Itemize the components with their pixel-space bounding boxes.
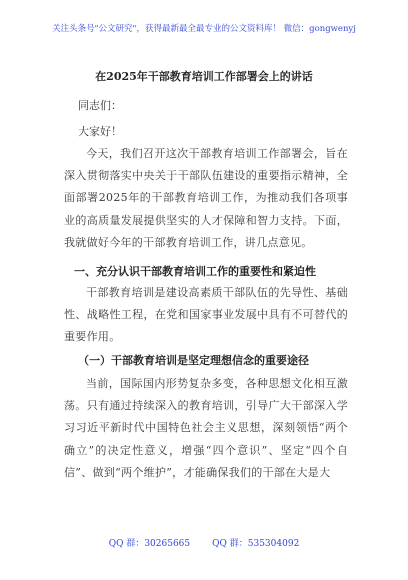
- footer-qq-group-2: QQ 群：535304092: [212, 539, 300, 549]
- footer-qq-group-1: QQ 群：30265665: [108, 539, 191, 549]
- subsection-1-heading: （一）干部教育培训是坚定理想信念的重要途径: [78, 354, 309, 367]
- section-1-heading: 一、充分认识干部教育培训工作的重要性和紧迫性: [74, 265, 316, 278]
- intro-paragraph: 今天，我们召开这次干部教育培训工作部署会，旨在深入贯彻落实中央关于干部队伍建设的重要指示精神，全面部署2025年的干部教育培训工作，为推动我们各项事业的高质量发展提供坚实的人才保障和智力支持。下面，我就做好今年的干部教育培训工作，讲几点意见。: [64, 147, 348, 249]
- top-banner: 关注头条号"公文研究"，获得最新最全最专业的公文资料库！ 微信：gongwenyj: [52, 24, 356, 34]
- footer-contact: [0, 536, 408, 549]
- section-1-paragraph: 干部教育培训是建设高素质干部队伍的先导性、基础性、战略性工程，在党和国家事业发展中具有不可替代的重要作用。: [64, 286, 348, 344]
- salutation-comrades: 同志们：: [78, 99, 122, 112]
- document-title: 在2025年干部教育培训工作部署会上的讲话: [95, 70, 313, 83]
- salutation-greeting: 大家好！: [78, 125, 122, 138]
- subsection-1-paragraph: 当前，国际国内形势复杂多变，各种思想文化相互激荡。只有通过持续深入的教育培训，引导广大干部深入学习习近平新时代中国特色社会主义思想，深刻领悟“两个确立”的决定性意义，增强“四个意识”、坚定“四个自信”、做到“两个维护”，才能确保我们的干部在大是大: [64, 377, 348, 479]
